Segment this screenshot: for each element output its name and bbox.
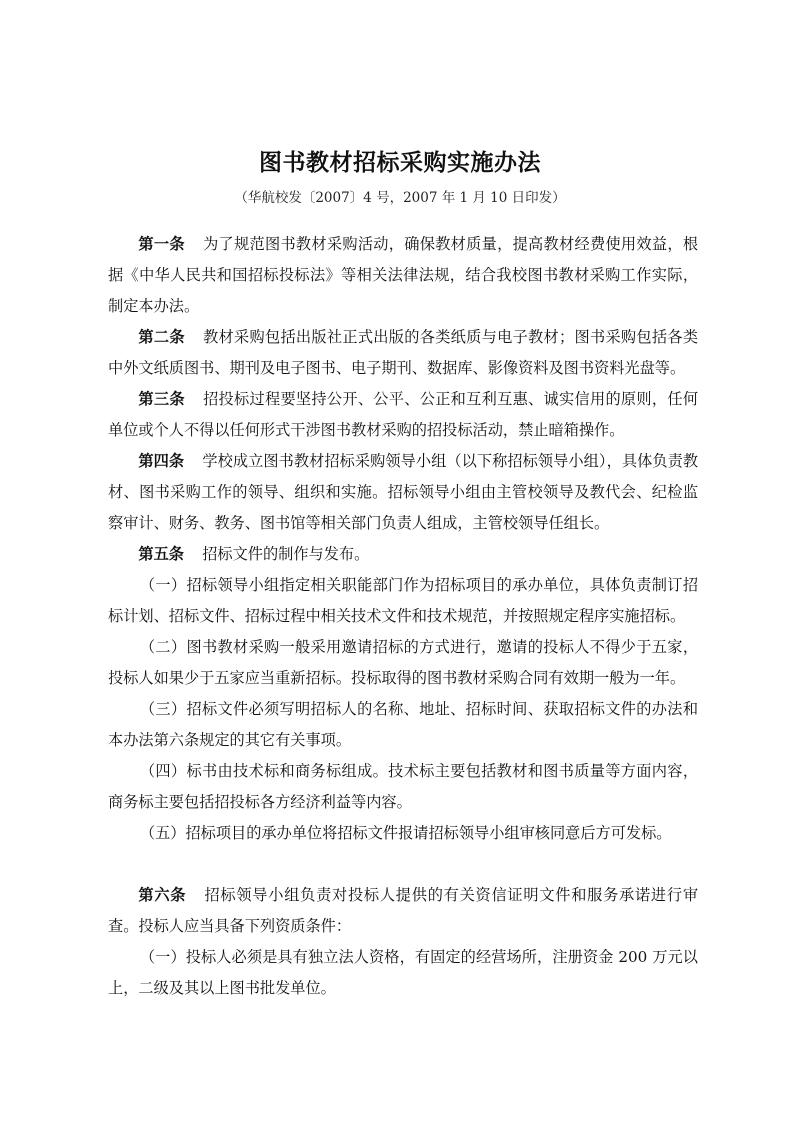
article-heading: 第二条 — [138, 328, 185, 346]
article-5-item-3: （三）招标文件必须写明招标人的名称、地址、招标时间、获取招标文件的办法和本办法第六条规定的其它有关事项。 — [108, 700, 698, 749]
paragraph-gap — [108, 849, 698, 880]
article-2 — [108, 322, 698, 384]
article-6-item-1: （一）投标人必须是具有独立法人资格，有固定的经营场所，注册资金 200 万元以上，二级及其以上图书批发单位。 — [108, 948, 698, 997]
article-text: 招标领导小组负责对投标人提供的有关资信证明文件和服务承诺进行审查。投标人应当具备下列资质条件： — [108, 886, 699, 935]
article-heading: 第三条 — [138, 390, 185, 408]
article-6 — [108, 880, 698, 942]
article-text: 招标文件的制作与发布。 — [202, 545, 370, 563]
article-heading: 第四条 — [138, 452, 185, 470]
article-5-item-5: （五）招标项目的承办单位将招标文件报请招标领导小组审核同意后方可发标。 — [139, 824, 672, 842]
article-1 — [108, 229, 698, 322]
article-5-item-1: （一）招标领导小组指定相关职能部门作为招标项目的承办单位，具体负责制订招标计划、招标文件、招标过程中相关技术文件和技术规范，并按照规定程序实施招标。 — [108, 576, 698, 625]
document-subtitle: （华航校发〔2007〕4 号，2007 年 1 月 10 日印发） — [234, 190, 566, 206]
document-title: 图书教材招标采购实施办法 — [259, 149, 541, 176]
article-5-item-2: （二）图书教材采购一般采用邀请招标的方式进行，邀请的投标人不得少于五家，投标人如果少于五家应当重新招标。投标取得的图书教材采购合同有效期一般为一年。 — [108, 638, 698, 687]
document-body — [108, 229, 698, 1004]
article-text: 学校成立图书教材招标采购领导小组（以下称招标领导小组），具体负责教材、图书采购工作的领导、组织和实施。招标领导小组由主管校领导及教代会、纪检监察审计、财务、教务、图书馆等相关部门负责人组成，主管校领导任组长。 — [108, 452, 699, 532]
article-4 — [108, 446, 698, 539]
article-text: 招投标过程要坚持公开、公平、公正和互利互惠、诚实信用的原则，任何单位或个人不得以任何形式干涉图书教材采购的招投标活动，禁止暗箱操作。 — [108, 390, 699, 439]
article-5 — [108, 539, 698, 570]
article-heading: 第一条 — [138, 235, 185, 253]
article-text: 为了规范图书教材采购活动，确保教材质量，提高教材经费使用效益，根据《中华人民共和国招标投标法》等相关法律法规，结合我校图书教材采购工作实际，制定本办法。 — [108, 235, 699, 315]
article-text: 教材采购包括出版社正式出版的各类纸质与电子教材；图书采购包括各类中外文纸质图书、期刊及电子图书、电子期刊、数据库、影像资料及图书资料光盘等。 — [108, 328, 699, 377]
article-heading: 第五条 — [138, 545, 184, 563]
article-3 — [108, 384, 698, 446]
article-heading: 第六条 — [138, 886, 187, 904]
article-5-item-4: （四）标书由技术标和商务标组成。技术标主要包括教材和图书质量等方面内容，商务标主要包括招投标各方经济利益等内容。 — [108, 762, 698, 811]
